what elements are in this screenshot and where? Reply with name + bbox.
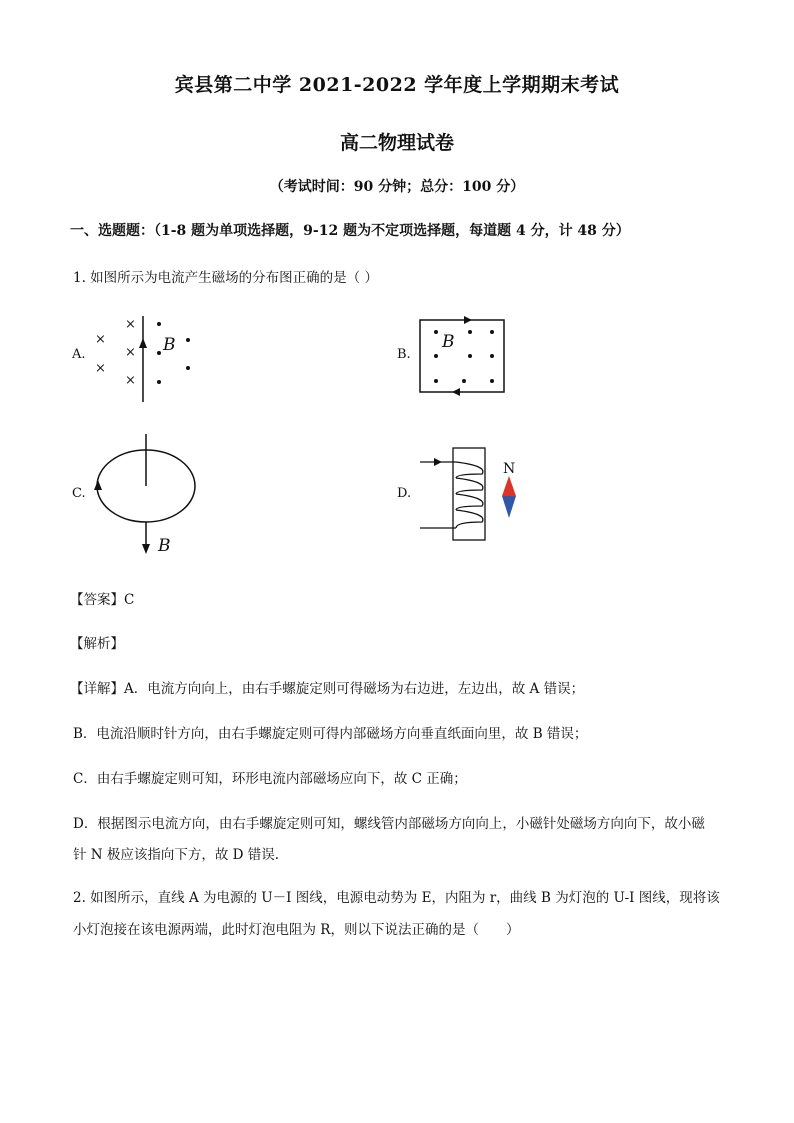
current-arrow-bottom — [452, 388, 460, 396]
current-arrow-top — [464, 316, 472, 324]
current-arrow-in — [434, 458, 442, 466]
exam-title: 宾县第二中学 2021-2022 学年度上学期期末考试 — [174, 74, 620, 96]
detail-line-d2: 针 N 极应该指向下方，故 D 错误. — [73, 847, 280, 863]
coil-turns — [456, 462, 483, 528]
cross-marks — [95, 317, 136, 388]
q2-stem-line1: 2. 如图所示，直线 A 为电源的 U－I 图线，电源电动势为 E，内阻为 r，曲线 B 为灯泡的 U-I 图线，现将该 — [73, 890, 720, 906]
svg-text:×: × — [95, 361, 106, 376]
svg-text:×: × — [125, 345, 136, 360]
answer-tag: 【答案】 — [70, 592, 124, 608]
section-heading: 一、选题题：（1-8 题为单项选择题，9-12 题为不定项选择题，每道题 4 分，计 48 分） — [70, 223, 630, 239]
option-a-label: A. — [72, 347, 86, 362]
compass-south-half — [502, 496, 516, 518]
current-arrow-left — [94, 480, 102, 490]
field-label-c: B — [158, 536, 171, 556]
compass-north-half — [502, 476, 516, 496]
north-label: N — [503, 461, 516, 477]
exam-subtitle: 高二物理试卷 — [339, 132, 454, 154]
figure-a-straight-wire — [85, 308, 205, 408]
option-d-label: D. — [397, 486, 412, 501]
svg-text:×: × — [125, 373, 136, 388]
figure-c-circular-loop — [88, 428, 208, 558]
svg-text:×: × — [95, 332, 106, 347]
svg-text:×: × — [125, 317, 136, 332]
exam-time-score: （考试时间：90 分钟；总分：100 分） — [269, 179, 525, 195]
field-arrow-down — [142, 544, 150, 554]
q2-stem-line2: 小灯泡接在该电源两端，此时灯泡电阻为 R，则以下说法正确的是（ ） — [73, 922, 520, 938]
figure-b-rect-loop — [414, 312, 514, 398]
detail-line-a — [70, 677, 584, 697]
detail-a-text: A．电流方向向上，由右手螺旋定则可得磁场为右边进，左边出，故 A 错误； — [124, 681, 585, 697]
q1-stem: 1. 如图所示为电流产生磁场的分布图正确的是（ ） — [73, 270, 378, 286]
field-label-b: B — [442, 332, 455, 352]
answer-line — [70, 588, 134, 608]
option-b-label: B. — [397, 347, 411, 362]
answer-value: C — [124, 592, 135, 608]
option-c-label: C. — [72, 486, 86, 501]
current-arrow-up — [139, 338, 147, 348]
detail-line-d1: D．根据图示电流方向，由右手螺旋定则可知，螺线管内部磁场方向向上，小磁针处磁场方向向下，故小磁 — [73, 816, 705, 832]
detail-line-b: B．电流沿顺时针方向，由右手螺旋定则可得内部磁场方向垂直纸面向里，故 B 错误； — [73, 726, 588, 742]
detail-tag: 【详解】 — [70, 681, 124, 697]
detail-line-c: C．由右手螺旋定则可知，环形电流内部磁场应向下，故 C 正确； — [73, 771, 467, 787]
field-label-a: B — [163, 335, 176, 355]
analysis-tag: 【解析】 — [70, 636, 124, 652]
figure-d-solenoid — [416, 444, 526, 544]
